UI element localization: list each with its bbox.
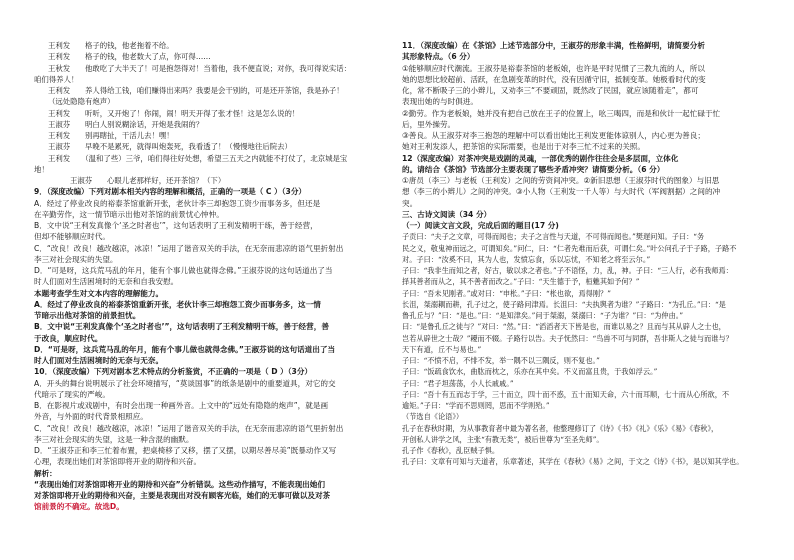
right-text-line: 择其善者而从之，其不善者而改之。”子曰：“天生德于予，桓魋其如予何？” (402, 277, 640, 287)
left-text-line: （远处隐隐有炮声） (48, 97, 115, 107)
right-text-line: 天下有道，丘不与易也。” (402, 344, 482, 354)
left-text-line: 王淑芬 心眼儿老那样好，还开茶馆？（下） (70, 176, 226, 185)
right-text-line: 她对王利发添人，把茶馆的实际需要，也是出于对李三忙不过来的关照。 (402, 142, 645, 152)
right-text-line: 三、古诗文阅读（34 分） (402, 209, 492, 219)
left-text-line: D．“可是呀，这兵荒马乱的年月，能有个事儿做也就得念佛。”王淑芬说的这句话道出了当 (34, 344, 336, 354)
left-text-line: 王秋发 他敢吃了大半天了！可是抱怨得对！当着他，我不便直说；对你，我可得说实话： (48, 63, 352, 73)
right-text-line: 11．（深度改编）在《茶馆》上述节选部分中，王淑芬的形象丰满，性格鲜明，请简要分析 (402, 41, 705, 50)
left-text-line: C．“改良！改良！越改越凉，冰凉！”运用了谐音双关的手法，在无奈而悲凉的语气里折射出 (34, 243, 344, 253)
left-text-line: 王利发 格子的钱，他老拖着不给。 (48, 41, 174, 50)
right-text-line: （一）阅读文言文段，完成后面的题目(17 分) (402, 221, 559, 230)
right-text-line: ③善良。从王淑芬对李三抱怨的理解中可以看出她比王利发更能体谅别人，内心更为善良； (402, 131, 705, 140)
left-text-line: A．开头的舞台说明展示了社会环境描写，“莫谈国事”的纸条是剧中的重要道具，对它的交 (34, 378, 336, 388)
right-text-line: 逾矩。”子曰：“学而不思则罔，思而不学则殆。” (402, 401, 550, 410)
left-text-line: 本题考查学生对文本内容的理解能力。 (34, 288, 164, 298)
left-text-line: 心理，表现出她们对茶馆即将开业的期待和兴奋。 (34, 457, 202, 467)
left-text-line: D．“可是呀，这兵荒马乱的年月，能有个事儿做也就得念佛。”王淑芬说的这句话道出了当 (34, 266, 333, 275)
left-text-line: 代暗示了现实的严峻。 (34, 389, 110, 399)
left-text-line: 10．（深度改编）下列对剧本艺术特点的分析鉴赏，不正确的一项是（ D ）（3分） (34, 367, 313, 377)
right-text-line: 子曰：“吾十有五而志于学，三十而立，四十而不惑，五十而知天命，六十而耳顺，七十而从心所欲，不 (402, 389, 730, 399)
right-text-line: 子曰：“君子坦荡荡，小人长戚戚。” (402, 378, 514, 388)
left-text-line: 对茶馆即将开业的期待和兴奋，主要是表现出对没有顾客光临，她们的无事可做以及对茶 (34, 491, 331, 500)
right-text-line: 子曰：“不愤不启，不悱不发，举一隅不以三隅反，则不复也。” (402, 356, 600, 365)
right-text-line: 孔子作《春秋》，乱臣贼子惧。 (402, 446, 500, 455)
right-column (402, 40, 766, 468)
right-text-line: 12（深度改编）对茶冲突是戏剧的灵魂，一部优秀的剧作往往会是多层面，立体化 (402, 153, 679, 163)
left-text-line: B．在影视片或戏剧中，有时会出现一种画外音。上文中的“远处有隐隐的炮声”，就是画 (34, 401, 329, 410)
left-text-line: 于改良，顺应时代。 (34, 333, 103, 343)
right-text-line: 的。请结合《茶馆》节选部分主要表现了哪些矛盾冲突？请简要分析。（6 分） (402, 164, 665, 174)
right-text-line: 后，里外操劳。 (402, 119, 456, 129)
right-text-line: 子曰：“我非生而知之者，好古，敏以求之者也。”子不语怪，力，乱，神。子曰：“三人行，必有我师焉： (402, 266, 733, 275)
left-text-line: 李三对社会现实的失望，这是一种含混的幽默。 (34, 434, 194, 444)
left-text-line: 解析： (34, 468, 57, 478)
left-text-line: 馆前景的不确定。故选D。 (34, 502, 124, 512)
right-text-line: ①唐员（李三）与老板（王利发）之间的劳资间冲突。②新旧思想（王淑芬时代的图象）与旧思 (402, 176, 720, 185)
left-text-line: 咱们得养人！ (34, 74, 79, 84)
left-text-line: 王利发 听听，又开炮了！你闹，闹！明天开得了张才怪！这是怎么说的！ (48, 108, 300, 118)
right-text-line: 子贡曰：“夫子之文章，可得而闻也；夫子之言性与天道，不可得而闻也。”樊遅问知。子曰：“务 (402, 232, 705, 242)
left-text-line: D．“王淑芬正和李三忙着布置，把桌椅移了又移，摆了又摆，以期尽善尽美”既暴动作又写 (34, 446, 337, 455)
left-text-line: A．经过了停业改良的裕泰茶馆重新开张，老伙计李三却抱怨工资少而事务多，这一情 (34, 299, 321, 309)
right-text-line: （节选自《论语》） (402, 412, 464, 422)
left-text-line: 9．（深度改编）下列对剧本相关内容的理解和概括，正确的一项是（ C ）（3分） (34, 187, 307, 197)
left-text-line: 在辛勤劳作，这一情节暗示出他对茶馆的前景忧心忡忡。 (34, 209, 224, 219)
left-text-line: B．文中说“王利发真像个‘圣之时者也’”，这句话表明了王利发精明干练，善于经营， (34, 221, 318, 230)
right-text-line: 表现出她的与时俱进。 (402, 97, 478, 107)
left-text-line: B．文中说“王利发真像个‘圣之时者也’”，这句话表明了王利发精明干练，善于经营，善 (34, 322, 329, 332)
right-text-line: 开创私人讲学之风，主张“有教无类”，被后世尊为“至圣先师”。 (402, 434, 604, 444)
left-text-line: 王淑芬 明白人别说糊涂话，开炮是我闹的？ (48, 119, 204, 129)
right-text-line: 想（李三的小辫儿）之间的冲突。③小人物（王利发一千人等）与大时代（军阀割据）之间的冲 (402, 187, 721, 197)
right-text-line: 子曰：“吾未见刚者。”或对曰：“申枨。”子曰：“枨也欲，焉得刚？” (402, 288, 611, 298)
right-text-line: 对。子曰：“汝奚不曰，其为人也，发愤忘食，乐以忘忧，不知老之将至云尔。” (402, 254, 651, 264)
right-text-line: 鲁孔丘与？”曰：“是也。”曰：“是知津矣。”问于桀溺，桀溺曰：“子为谁？”曰：“为仲由。” (402, 311, 684, 320)
right-text-line: 民之义，敬鬼神而远之，可谓知矣。”问仁，曰：“仁者先难而后获，可谓仁矣。”叶公问孔子于子路，子路不 (402, 243, 737, 253)
left-text-line: 李三对社会现实的失望。 (34, 254, 118, 264)
right-text-line: 化，常不断吸子三的小辫儿，又劝李三“不要顽固，既然改了民国，就应该随着走”，都可 (402, 86, 699, 95)
left-text-line: 时人们面对生活困境时的无奈与无奈。 (34, 356, 164, 365)
right-text-line: 岂若从辟世之士哉？”耰而不辍。子路行以告。夫子怃然曰：“鸟兽不可与同群，吾非斯人之徒与而谁与？ (402, 333, 733, 343)
right-text-line: 曰：“是鲁孔丘之徒与？”对曰：“然。”曰：“滔滔者天下皆是也，而谁以易之？且而与其从辟人之士也， (402, 322, 726, 332)
left-text-line: 王淑芬 早晚不是累死，就得叫炮轰死，我看透了！（慢慢地往后院去） (48, 142, 292, 152)
right-text-line: 长沮，桀溺耦而耕，孔子过之，使子路问津焉。长沮曰：“夫执舆者为谁？”子路曰：“为孔丘。”曰：“是 (402, 299, 726, 309)
left-text-line: 王利发 （温和了些）三爷，咱们得往好处想，希望三五天之内就能不打仗了，北京城是宝 (48, 153, 348, 163)
left-text-line: 外音，与外面的时代背景相照应。 (34, 412, 148, 422)
right-text-line: 孔子在春秋时期，为从事教育者中最为著名者，他整理修订了《诗》《书》《礼》《乐》《易》《春秋》， (402, 423, 719, 433)
left-text-line: C．“改良！改良！越改越凉，冰凉！”运用了谐音双关的手法，在无奈而悲凉的语气里折射出 (34, 423, 344, 433)
right-text-line: 其形象特点。（6 分） (402, 52, 475, 62)
right-text-line: 突。 (402, 198, 418, 208)
right-text-line: 她的思想比较超前、活跃，在急剧变革的时代，没有因循守旧，抵制变革。她极看时代的变 (402, 74, 706, 84)
left-text-line: 王利发 养人得给工钱，咱们赚得出来吗？我要是会干别的，可是还开茶馆，我是孙子！ (48, 86, 344, 95)
left-column (34, 40, 390, 513)
left-text-line: 地！ (34, 164, 49, 174)
left-text-line: A．经过了停业改良的裕泰茶馆重新开张，老伙计李三却抱怨工资少而事务多，但还是 (34, 198, 321, 208)
right-text-line: 孔子曰：文章有可知与天道者，乐章著述，其学在《春秋》《易》之间，于文之《诗》《书》，是以知其学也。 (402, 457, 744, 467)
right-text-line: 子曰：“饭疏食饮水，曲肱而枕之，乐亦在其中矣。不义而富且贵，于我如浮云。” (402, 367, 658, 377)
right-text-line: ①能够顺应时代潮流。王淑芬是裕泰茶馆的老板娘，也许是平时见惯了三教九流的人，所以 (402, 63, 705, 73)
left-text-line: 但却不能够顺应时代。 (34, 232, 110, 242)
right-text-line: ②勤劳。作为老板娘，她并没有把自己放在王子的位置上，吆三喝四，而是和伙计一起忙碌于忙 (402, 108, 721, 118)
left-text-line: 时人们面对生活困境时的无奈和自我安慰。 (34, 277, 179, 287)
left-text-line: “表现出她们对茶馆即将开业的期待和兴奋”分析错误。这些动作描写，不能表现出她们 (34, 479, 325, 489)
left-text-line: 王利发 别再瞎扯，干活儿去！嘿！ (48, 131, 174, 140)
left-text-line: 王利发 格子的钱，他老数大了点，你可得…… (48, 52, 211, 62)
left-text-line: 节暗示出他对茶馆的前景担忧。 (34, 311, 141, 320)
